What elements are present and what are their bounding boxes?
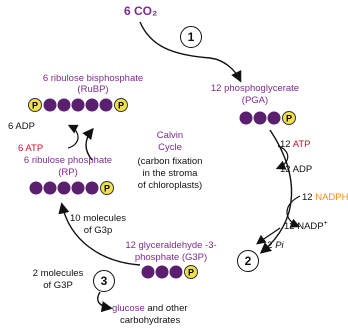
rp-adp-label: 6 ADP [8, 121, 35, 132]
step-3-badge: 3 [93, 270, 115, 292]
step-1-badge: 1 [180, 26, 202, 48]
nadph-count: 12 [302, 192, 313, 203]
rp-atp-label: 6 ATP [18, 143, 44, 154]
g3p-phosphate: P [187, 267, 195, 278]
rubp-abbr: (RuBP) [77, 84, 109, 95]
pi-name: Pi [275, 240, 284, 251]
pi-label [262, 240, 284, 251]
exported-label-2: of G3P [43, 280, 73, 291]
co2-label: 6 CO₂ [124, 4, 158, 18]
rubp-phosphate-left: P [31, 100, 39, 111]
center-desc-1: (carbon fixation [137, 156, 203, 167]
rp-abbr: (RP) [58, 167, 78, 178]
center-title-2: Cycle [158, 142, 182, 153]
recycled-label-1: 10 molecules [70, 213, 126, 224]
rp-name: 6 ribulose phosphate [23, 155, 113, 166]
pga-molecule [238, 110, 308, 126]
rp-atp-branch [68, 126, 78, 148]
g3p-abbr: phosphate (G3P) [134, 252, 208, 263]
adp-out-label: 12 ADP [280, 164, 313, 175]
pga-abbr: (PGA) [241, 95, 269, 106]
rubp-name: 6 ribulose bisphosphate [42, 73, 144, 84]
glucose-rest: and other [144, 303, 188, 314]
pi-count: 12 [262, 240, 273, 251]
nadp-out-name: 12 NADP [284, 221, 324, 233]
nadp-out-charge: + [323, 220, 328, 227]
nadph-name: NADPH [315, 192, 348, 203]
step-2-badge: 2 [237, 250, 259, 272]
carbs-label: carbohydrates [120, 315, 181, 326]
glucose-name: glucose [112, 303, 145, 314]
nadp-out-label [284, 218, 328, 232]
pga-name: 12 phosphoglycerate [210, 83, 300, 94]
pga-phosphate: P [285, 113, 293, 124]
atp-in-name: ATP [292, 139, 311, 150]
nadph-label [302, 192, 348, 203]
center-title-1: Calvin [156, 130, 184, 141]
rubp-molecule [28, 97, 150, 113]
center-desc-3: of chloroplasts) [137, 180, 203, 191]
atp-in-count: 12 [280, 139, 291, 150]
g3p-export-arrow [98, 292, 110, 308]
recycled-label-2: of G3p [83, 225, 113, 236]
rubp-phosphate-right: P [117, 100, 125, 111]
center-desc-2: in the stroma [142, 168, 198, 179]
exported-label-1: 2 molecules [32, 268, 84, 279]
rp-phosphate: P [103, 183, 111, 194]
g3p-name: 12 glyceraldehyde -3- [125, 240, 217, 251]
atp-in-label [280, 139, 310, 150]
glucose-label [112, 303, 188, 314]
g3p-molecule [140, 264, 210, 280]
